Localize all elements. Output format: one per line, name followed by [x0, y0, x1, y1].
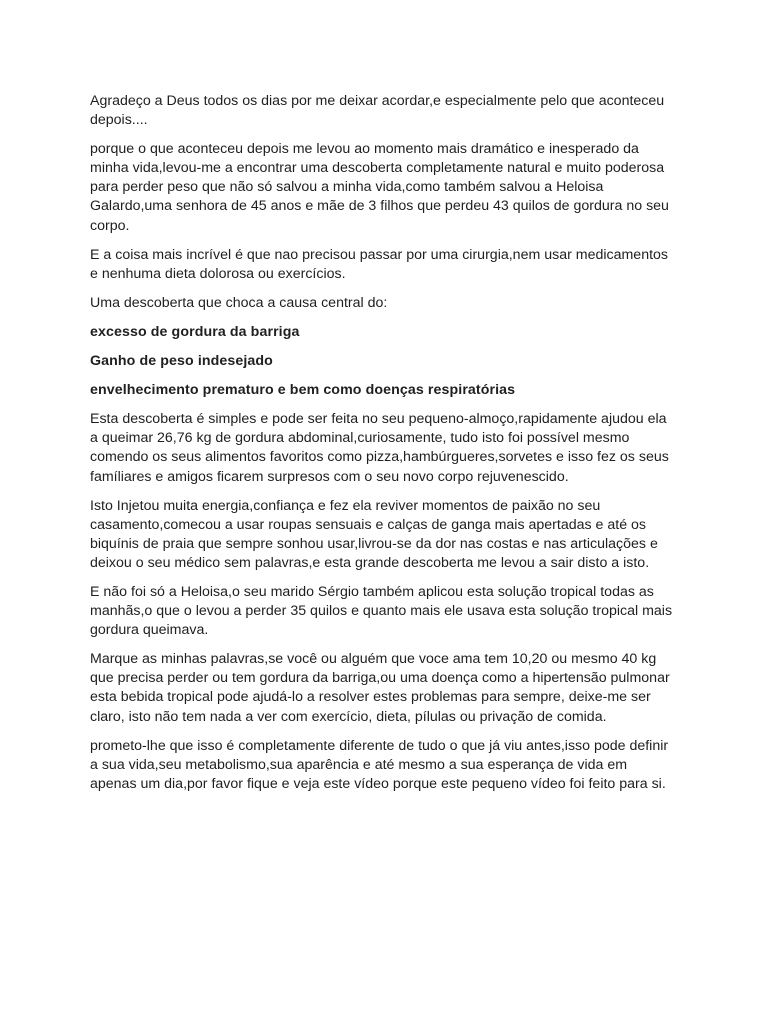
paragraph-body-husband: E não foi só a Heloisa,o seu marido Sérgio também aplicou esta solução tropical todas as manhãs,o que o levou a perder 35 quilos e quanto mais ele usava esta solução tropical mais gordura queimava.	[90, 583, 673, 639]
document-page	[90, 92, 675, 804]
paragraph-intro-no-surgery: E a coisa mais incrível é que nao precisou passar por uma cirurgia,nem usar medicamentos e nenhuma dieta dolorosa ou exercícios.	[90, 246, 669, 282]
paragraph-body-promise: prometo-lhe que isso é completamente diferente de tudo o que já viu antes,isso pode definir a sua vida,seu metabolismo,sua aparência e até mesmo a sua esperança de vida em apenas um dia,por favor fique e veja este vídeo porque este pequeno vídeo foi feito para si.	[90, 737, 669, 792]
bold-item-weight-gain: Ganho de peso indesejado	[90, 353, 273, 370]
paragraph-body-breakfast: Esta descoberta é simples e pode ser feita no seu pequeno-almoço,rapidamente ajudou ela a queimar 26,76 kg de gordura abdominal,curiosamente, tudo isto foi possível mesmo comendo os seus alimentos favoritos como pizza,hambúrgueres,sorvetes e isso fez os seus famíliares e amigos ficarem surpresos com o seu novo corpo rejuvenescido.	[90, 411, 669, 485]
bold-item-belly-fat: excesso de gordura da barriga	[90, 323, 300, 340]
paragraph-body-energy: Isto Injetou muita energia,confiança e fez ela reviver momentos de paixão no seu casamento,comecou a usar roupas sensuais e calças de ganga mais apertadas e até os biquínis de praia que sempre sonhou usar,livrou-se da dor nas costas e nas articulações e deixou o seu médico sem palavras,e esta grande descoberta me levou a sair disto a isto.	[90, 497, 658, 571]
paragraph-body-mark-words: Marque as minhas palavras,se você ou alguém que voce ama tem 10,20 ou mesmo 40 kg que precisa perder ou tem gordura da barriga,ou uma doença como a hipertensão pulmonar esta bebida tropical pode ajudá-lo a resolver estes problemas para sempre, deixe-me ser claro, isto não tem nada a ver com exercício, dieta, pílulas ou privação de comida.	[90, 651, 670, 725]
paragraph-intro-discovery: porque o que aconteceu depois me levou ao momento mais dramático e inesperado da minha vida,levou-me a encontrar uma descoberta completamente natural e muito poderosa para perder peso que não só salvou a minha vida,como também salvou a Heloisa Galardo,uma senhora de 45 anos e mãe de 3 filhos que perdeu 43 quilos de gordura no seu corpo.	[90, 141, 669, 234]
bold-item-aging: envelhecimento prematuro e bem como doenças respiratórias	[90, 382, 516, 399]
paragraph-intro-cause: Uma descoberta que choca a causa central do:	[90, 294, 388, 311]
paragraph-intro-gratitude: Agradeço a Deus todos os dias por me deixar acordar,e especialmente pelo que aconteceu depois....	[90, 93, 665, 129]
